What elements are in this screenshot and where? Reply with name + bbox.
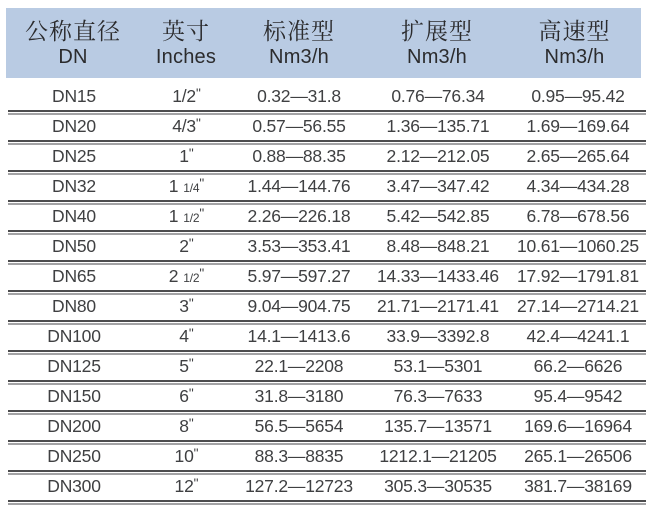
inch-cell: 12" <box>174 475 198 496</box>
dn-cell: DN250 <box>47 445 101 466</box>
highspeed-range-cell: 1.69—169.64 <box>526 115 630 136</box>
standard-range-cell: 0.32—31.8 <box>257 85 341 106</box>
table-row <box>8 322 646 352</box>
dn-cell: DN200 <box>47 415 101 436</box>
dn-cell: DN65 <box>52 265 96 286</box>
inch-cell: 4" <box>179 325 193 346</box>
table-row <box>8 172 646 202</box>
inch-mark: " <box>199 175 204 191</box>
inch-cell: 1 1/2" <box>168 205 204 226</box>
standard-range-cell: 2.26—226.18 <box>247 205 351 226</box>
inch-cell: 6" <box>179 385 193 406</box>
inch-cell: 1" <box>179 145 193 166</box>
column-title-extended: 扩展型 <box>401 18 473 45</box>
extended-range-cell: 76.3—7633 <box>393 385 483 406</box>
inch-mark: " <box>193 475 198 491</box>
extended-range-cell: 8.48—848.21 <box>386 235 490 256</box>
standard-range-cell: 1.44—144.76 <box>247 175 351 196</box>
inch-mark: " <box>188 355 193 371</box>
column-subtitle-inches: Inches <box>155 45 217 68</box>
extended-range-cell: 1.36—135.71 <box>386 115 490 136</box>
standard-range-cell: 31.8—3180 <box>254 385 344 406</box>
extended-range-cell: 1212.1—21205 <box>379 445 497 466</box>
table-row <box>8 442 646 472</box>
highspeed-range-cell: 10.61—1060.25 <box>517 235 639 256</box>
table-row <box>8 352 646 382</box>
extended-range-cell: 0.76—76.34 <box>391 85 485 106</box>
table-row <box>8 142 646 172</box>
highspeed-range-cell: 17.92—1791.81 <box>517 265 639 286</box>
extended-range-cell: 33.9—3392.8 <box>386 325 490 346</box>
extended-range-cell: 135.7—13571 <box>384 415 492 436</box>
column-title-inches: 英寸 <box>162 18 210 45</box>
standard-range-cell: 127.2—12723 <box>245 475 353 496</box>
inch-mark: " <box>195 85 200 101</box>
inch-mark: " <box>199 265 204 281</box>
table-row <box>8 112 646 142</box>
standard-range-cell: 5.97—597.27 <box>247 265 351 286</box>
inch-mark: " <box>188 145 193 161</box>
column-subtitle-standard: Nm3/h <box>269 45 329 68</box>
column-title-dn: 公称直径 <box>25 18 121 45</box>
highspeed-range-cell: 66.2—6626 <box>533 355 623 376</box>
standard-range-cell: 3.53—353.41 <box>247 235 351 256</box>
highspeed-range-cell: 2.65—265.64 <box>526 145 630 166</box>
extended-range-cell: 5.42—542.85 <box>386 205 490 226</box>
highspeed-range-cell: 95.4—9542 <box>533 385 623 406</box>
inch-cell: 5" <box>179 355 193 376</box>
highspeed-range-cell: 265.1—26506 <box>524 445 632 466</box>
highspeed-range-cell: 381.7—38169 <box>524 475 632 496</box>
standard-range-cell: 88.3—8835 <box>254 445 344 466</box>
inch-mark: " <box>188 295 193 311</box>
table-row <box>8 382 646 412</box>
column-header-standard <box>232 17 366 69</box>
column-header-dn <box>6 17 140 69</box>
table-row <box>8 202 646 232</box>
table-row <box>8 262 646 292</box>
inch-cell: 10" <box>174 445 198 466</box>
inch-mark: " <box>188 385 193 401</box>
inch-cell: 8" <box>179 415 193 436</box>
extended-range-cell: 2.12—212.05 <box>386 145 490 166</box>
dn-cell: DN20 <box>52 115 96 136</box>
inch-mark: " <box>188 415 193 431</box>
column-title-highspeed: 高速型 <box>538 18 611 45</box>
column-header-extended <box>366 17 508 69</box>
highspeed-range-cell: 0.95—95.42 <box>531 85 625 106</box>
inch-cell: 1/2" <box>172 85 200 106</box>
dn-cell: DN80 <box>52 295 96 316</box>
table-row <box>8 232 646 262</box>
inch-mark: " <box>188 325 193 341</box>
table-body <box>8 82 646 502</box>
dn-cell: DN150 <box>47 385 101 406</box>
inch-cell: 2" <box>179 235 193 256</box>
extended-range-cell: 305.3—30535 <box>384 475 492 496</box>
inch-cell: 4/3" <box>172 115 200 136</box>
table-row <box>8 412 646 442</box>
table-row <box>8 82 646 112</box>
inch-mark: " <box>195 115 200 131</box>
column-header-highspeed <box>508 17 641 69</box>
standard-range-cell: 14.1—1413.6 <box>247 325 351 346</box>
extended-range-cell: 53.1—5301 <box>393 355 483 376</box>
dn-cell: DN32 <box>52 175 96 196</box>
highspeed-range-cell: 6.78—678.56 <box>526 205 630 226</box>
inch-cell: 1 1/4" <box>168 175 204 196</box>
inch-cell: 2 1/2" <box>168 265 204 286</box>
dn-cell: DN25 <box>52 145 96 166</box>
standard-range-cell: 0.57—56.55 <box>252 115 346 136</box>
extended-range-cell: 3.47—347.42 <box>386 175 490 196</box>
dn-cell: DN300 <box>47 475 101 496</box>
standard-range-cell: 56.5—5654 <box>254 415 344 436</box>
highspeed-range-cell: 169.6—16964 <box>524 415 632 436</box>
column-subtitle-dn: DN <box>58 45 88 68</box>
dn-cell: DN50 <box>52 235 96 256</box>
column-subtitle-extended: Nm3/h <box>407 45 467 68</box>
extended-range-cell: 21.71—2171.41 <box>377 295 499 316</box>
table-header-row <box>6 8 641 78</box>
column-title-standard: 标准型 <box>263 18 335 45</box>
table-row <box>8 292 646 322</box>
dn-cell: DN125 <box>47 355 101 376</box>
inch-mark: " <box>193 445 198 461</box>
column-subtitle-highspeed: Nm3/h <box>544 45 605 68</box>
table-row <box>8 472 646 502</box>
highspeed-range-cell: 4.34—434.28 <box>526 175 630 196</box>
highspeed-range-cell: 27.14—2714.21 <box>517 295 639 316</box>
dn-cell: DN40 <box>52 205 96 226</box>
standard-range-cell: 22.1—2208 <box>254 355 344 376</box>
standard-range-cell: 0.88—88.35 <box>252 145 346 166</box>
inch-cell: 3" <box>179 295 193 316</box>
inch-mark: " <box>199 205 204 221</box>
extended-range-cell: 14.33—1433.46 <box>377 265 499 286</box>
highspeed-range-cell: 42.4—4241.1 <box>526 325 630 346</box>
dn-cell: DN15 <box>52 85 96 106</box>
inch-mark: " <box>188 235 193 251</box>
standard-range-cell: 9.04—904.75 <box>247 295 351 316</box>
column-header-inches <box>140 17 232 69</box>
dn-cell: DN100 <box>47 325 101 346</box>
